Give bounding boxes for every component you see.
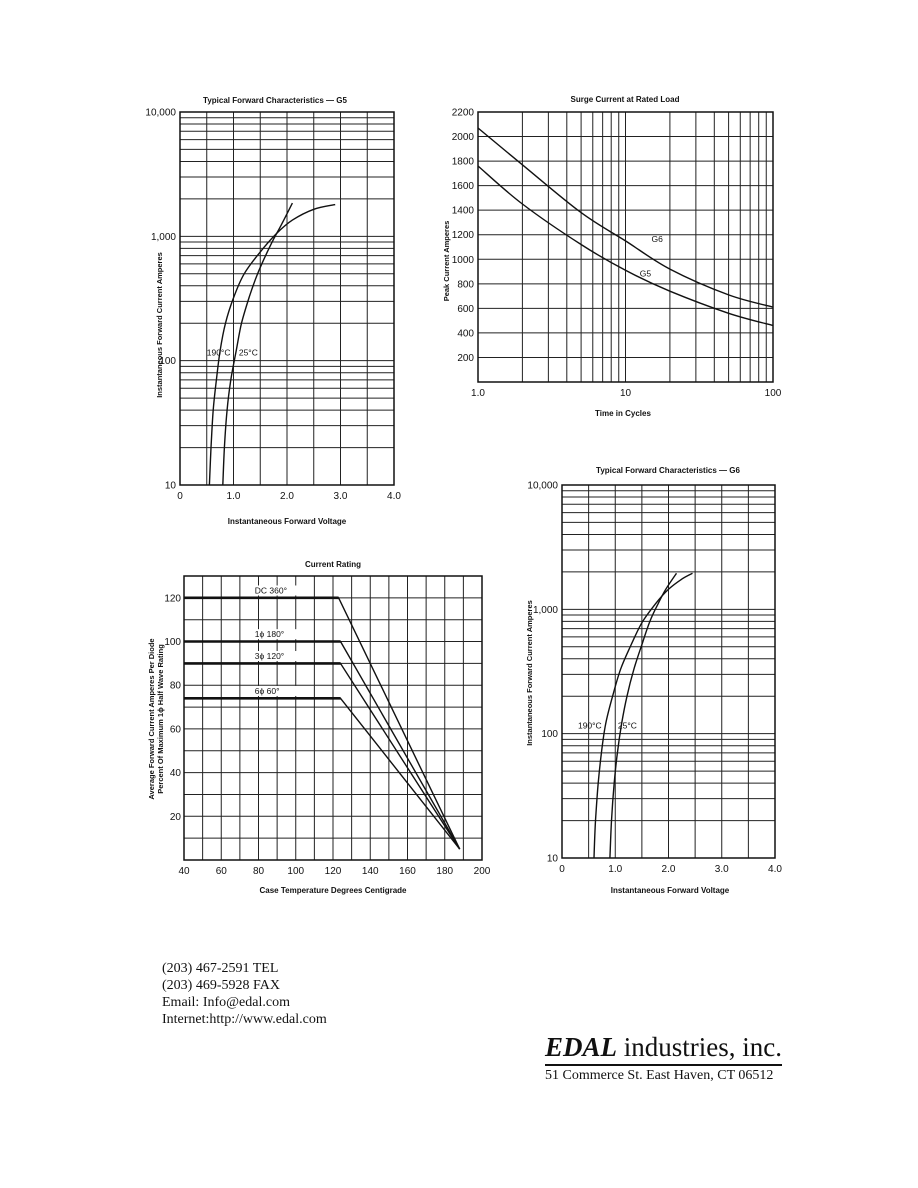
contact-block xyxy=(162,960,327,1028)
annotation-label: 25°C xyxy=(617,720,637,731)
chart-title: Current Rating xyxy=(305,560,361,569)
brand-suffix: industries, inc. xyxy=(617,1032,782,1062)
x-tick-label: 180 xyxy=(436,866,454,877)
chart-surge-current xyxy=(432,90,792,425)
x-tick-label: 0 xyxy=(559,864,565,875)
y-tick-label: 200 xyxy=(457,352,474,364)
email-address: Email: Info@edal.com xyxy=(162,995,290,1010)
x-tick-label: 4.0 xyxy=(387,491,401,502)
y-tick-label: 10 xyxy=(546,853,558,865)
annotation-label: 25°C xyxy=(238,347,258,358)
x-tick-label: 60 xyxy=(215,866,227,877)
y-tick-label: 2000 xyxy=(451,132,474,144)
brand-name: EDAL xyxy=(545,1032,618,1062)
annotation-label: 190°C xyxy=(577,720,602,731)
y-axis-label-secondary: Percent Of Maximum 1ϕ Half Wave Rating xyxy=(156,644,165,794)
x-axis-label: Instantaneous Forward Voltage xyxy=(227,517,347,526)
y-tick-label: 600 xyxy=(457,303,474,315)
x-tick-label: 3.0 xyxy=(333,491,348,502)
y-tick-label: 1600 xyxy=(451,181,474,193)
annotation-label: G6 xyxy=(651,234,663,245)
x-tick-label: 0 xyxy=(177,491,183,502)
series-line-2 xyxy=(184,663,460,849)
chart-title: Typical Forward Characteristics — G5 xyxy=(203,96,347,105)
x-tick-label: 10 xyxy=(619,388,632,399)
annotation-label: 6ϕ 60° xyxy=(254,685,280,696)
chart-title: Typical Forward Characteristics — G6 xyxy=(596,466,740,475)
y-tick-label: 10,000 xyxy=(527,480,558,492)
website-address: Internet:http://www.edal.com xyxy=(162,1012,327,1027)
annotation-label: 3ϕ 120° xyxy=(254,651,285,662)
y-tick-label: 20 xyxy=(169,811,181,823)
x-tick-label: 4.0 xyxy=(768,864,782,875)
company-name xyxy=(545,1032,782,1066)
series-line-0 xyxy=(594,573,693,858)
series-line-3 xyxy=(184,698,460,849)
x-tick-label: 80 xyxy=(252,866,265,877)
x-tick-label: 1.0 xyxy=(608,864,623,875)
series-line-1 xyxy=(610,573,677,858)
y-tick-label: 1,000 xyxy=(532,604,558,616)
x-axis-label: Instantaneous Forward Voltage xyxy=(610,886,730,895)
annotation-label: G5 xyxy=(639,268,652,279)
y-tick-label: 1800 xyxy=(451,156,474,168)
y-tick-label: 60 xyxy=(169,724,181,736)
y-tick-label: 40 xyxy=(169,768,181,780)
y-tick-label: 1,000 xyxy=(150,231,176,243)
company-logo xyxy=(545,1032,782,1084)
series-line-0 xyxy=(206,205,335,485)
y-tick-label: 80 xyxy=(169,680,181,692)
y-tick-label: 2200 xyxy=(451,107,474,119)
fax-number: (203) 469-5928 FAX xyxy=(162,978,280,993)
annotation-label: DC 360° xyxy=(254,585,288,596)
x-tick-label: 1.0 xyxy=(226,491,241,502)
x-axis-label: Case Temperature Degrees Centigrade xyxy=(259,886,407,895)
chart-forward-characteristics-g5 xyxy=(130,90,420,530)
series-line-1 xyxy=(184,642,460,850)
x-tick-label: 2.0 xyxy=(280,491,294,502)
y-axis-label: Instantaneous Forward Current Amperes xyxy=(525,600,534,746)
y-tick-label: 100 xyxy=(164,637,181,649)
y-axis-label: Instantaneous Forward Current Amperes xyxy=(155,252,164,398)
x-tick-label: 160 xyxy=(399,866,416,877)
y-tick-label: 100 xyxy=(159,356,176,368)
series-line-0 xyxy=(184,598,460,849)
y-tick-label: 1400 xyxy=(451,205,474,217)
y-axis-label: Average Forward Current Amperes Per Diode xyxy=(147,638,156,800)
y-tick-label: 1200 xyxy=(451,230,474,242)
x-tick-label: 200 xyxy=(473,866,491,877)
y-tick-label: 400 xyxy=(457,328,474,340)
x-tick-label: 2.0 xyxy=(661,864,676,875)
y-tick-label: 10 xyxy=(164,480,176,492)
y-tick-label: 10,000 xyxy=(145,107,176,119)
x-tick-label: 1.0 xyxy=(471,388,485,399)
x-tick-label: 140 xyxy=(361,866,379,877)
y-tick-label: 120 xyxy=(164,593,181,605)
chart-forward-characteristics-g6 xyxy=(515,463,805,903)
y-tick-label: 1000 xyxy=(451,254,474,266)
x-tick-label: 40 xyxy=(178,866,190,877)
x-tick-label: 3.0 xyxy=(714,864,729,875)
x-tick-label: 100 xyxy=(764,388,782,399)
company-address: 51 Commerce St. East Haven, CT 06512 xyxy=(545,1068,774,1083)
y-tick-label: 800 xyxy=(457,279,474,291)
phone-number: (203) 467-2591 TEL xyxy=(162,961,279,976)
chart-title: Surge Current at Rated Load xyxy=(570,95,680,104)
x-tick-label: 120 xyxy=(324,866,342,877)
y-axis-label: Peak Current Amperes xyxy=(442,220,451,302)
annotation-label: 1ϕ 180° xyxy=(254,629,285,640)
y-tick-label: 100 xyxy=(541,729,558,741)
chart-current-rating xyxy=(140,553,500,903)
x-axis-label: Time in Cycles xyxy=(595,409,651,418)
x-tick-label: 100 xyxy=(287,866,305,877)
annotation-label: 190°C xyxy=(206,347,231,358)
